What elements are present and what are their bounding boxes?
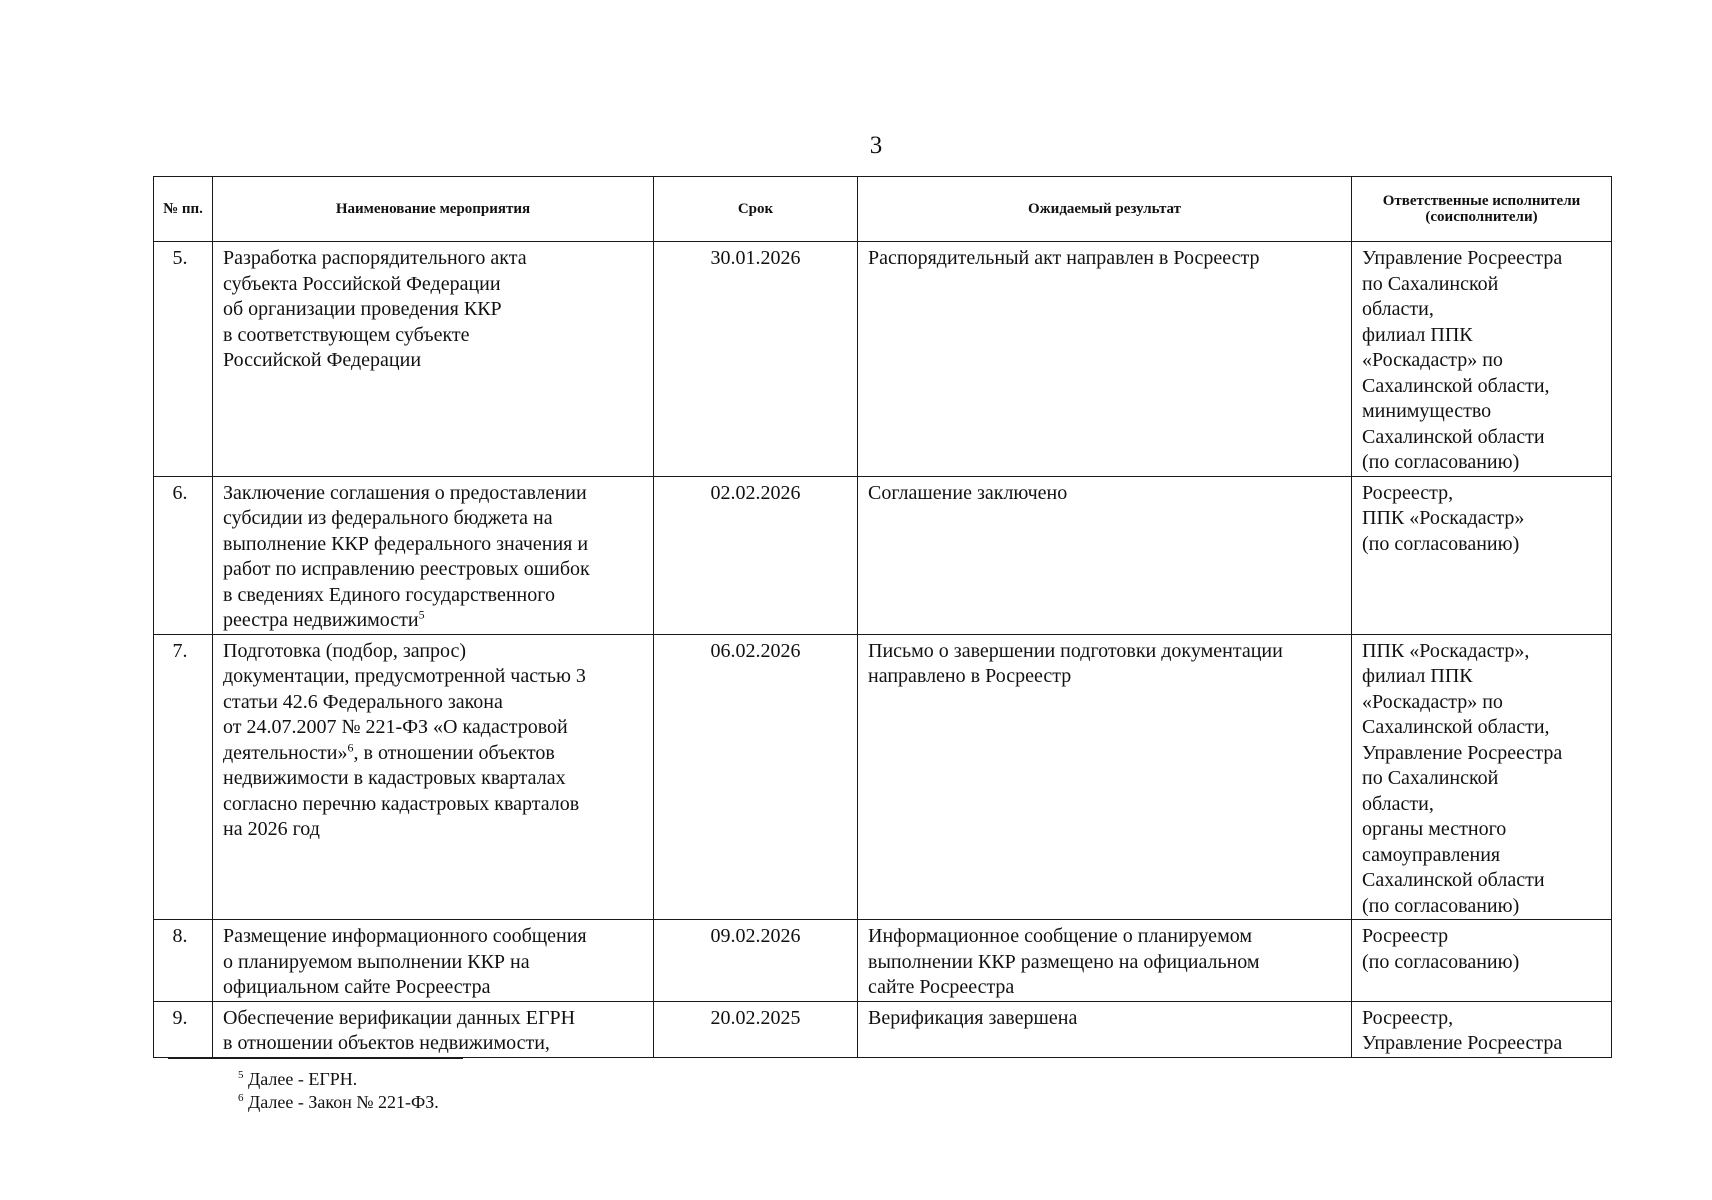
footnote-ref: 5: [418, 607, 425, 622]
table-row: [154, 634, 1612, 920]
footnote-text: Далее - ЕГРН.: [243, 1069, 358, 1089]
footnote-mark: 6: [238, 1092, 244, 1104]
row-name-text: Заключение соглашения о предоставлении субсидии из федерального бюджета на выполнение ККР федерального значения и работ по исправлению реестровых ошибок в сведениях Единого государственного реестра недвижимости: [223, 481, 590, 631]
row-name: Разработка распорядительного акта субъекта Российской Федерации об организации проведения ККР в соответствующем субъекте Российской Федерации: [213, 242, 654, 477]
header-deadline: Срок: [654, 177, 858, 242]
row-result: Соглашение заключено: [858, 476, 1352, 634]
row-name: Размещение информационного сообщения о планируемом выполнении ККР на официальном сайте Росреестра: [213, 920, 654, 1002]
row-result: Распорядительный акт направлен в Росреестр: [858, 242, 1352, 477]
table-row: [154, 920, 1612, 1002]
footnote-item: [238, 1068, 439, 1091]
row-deadline: 30.01.2026: [654, 242, 858, 477]
header-num: № пп.: [154, 177, 213, 242]
row-name: [213, 476, 654, 634]
row-deadline: 02.02.2026: [654, 476, 858, 634]
header-result: Ожидаемый результат: [858, 177, 1352, 242]
table-row: [154, 476, 1612, 634]
row-name: Обеспечение верификации данных ЕГРН в отношении объектов недвижимости,: [213, 1001, 654, 1057]
table-row: [154, 1001, 1612, 1057]
row-responsible: Управление Росреестра по Сахалинской области, филиал ППК «Роскадастр» по Сахалинской области, минимущество Сахалинской области (по согласованию): [1352, 242, 1612, 477]
row-deadline: 20.02.2025: [654, 1001, 858, 1057]
table-header-row: [154, 177, 1612, 242]
row-num: 7.: [154, 634, 213, 920]
footnote-mark: 5: [238, 1069, 244, 1081]
row-num: 8.: [154, 920, 213, 1002]
table-row: [154, 242, 1612, 477]
row-num: 6.: [154, 476, 213, 634]
row-num: 5.: [154, 242, 213, 477]
footnote-item: [238, 1091, 439, 1114]
row-name-text-cont: , в отношении объектов недвижимости в кадастровых кварталах согласно перечню кадастровых кварталов на 2026 год: [223, 741, 580, 840]
page-number: 3: [869, 132, 883, 159]
row-result: Верификация завершена: [858, 1001, 1352, 1057]
row-deadline: 06.02.2026: [654, 634, 858, 920]
footnote-divider: [168, 1058, 463, 1059]
row-num: 9.: [154, 1001, 213, 1057]
footnote-text: Далее - Закон № 221-ФЗ.: [243, 1092, 439, 1112]
header-responsible: Ответственные исполнители (соисполнители): [1352, 177, 1612, 242]
row-result: Информационное сообщение о планируемом выполнении ККР размещено на официальном сайте Росреестра: [858, 920, 1352, 1002]
row-deadline: 09.02.2026: [654, 920, 858, 1002]
footnote-ref: 6: [347, 739, 354, 754]
row-responsible: Росреестр (по согласованию): [1352, 920, 1612, 1002]
row-responsible: Росреестр, ППК «Роскадастр» (по согласованию): [1352, 476, 1612, 634]
row-responsible: Росреестр, Управление Росреестра: [1352, 1001, 1612, 1057]
header-name: Наименование мероприятия: [213, 177, 654, 242]
footnotes: [238, 1068, 439, 1114]
row-name-text: Подготовка (подбор, запрос) документации, предусмотренной частью 3 статьи 42.6 Федерального закона от 24.07.2007 № 221-ФЗ «О кадастровой деятельности»: [223, 639, 586, 764]
row-result: Письмо о завершении подготовки документации направлено в Росреестр: [858, 634, 1352, 920]
events-table: [153, 176, 1612, 1058]
row-responsible: ППК «Роскадастр», филиал ППК «Роскадастр» по Сахалинской области, Управление Росреестра по Сахалинской области, органы местного самоуправления Сахалинской области (по согласованию): [1352, 634, 1612, 920]
row-name: [213, 634, 654, 920]
